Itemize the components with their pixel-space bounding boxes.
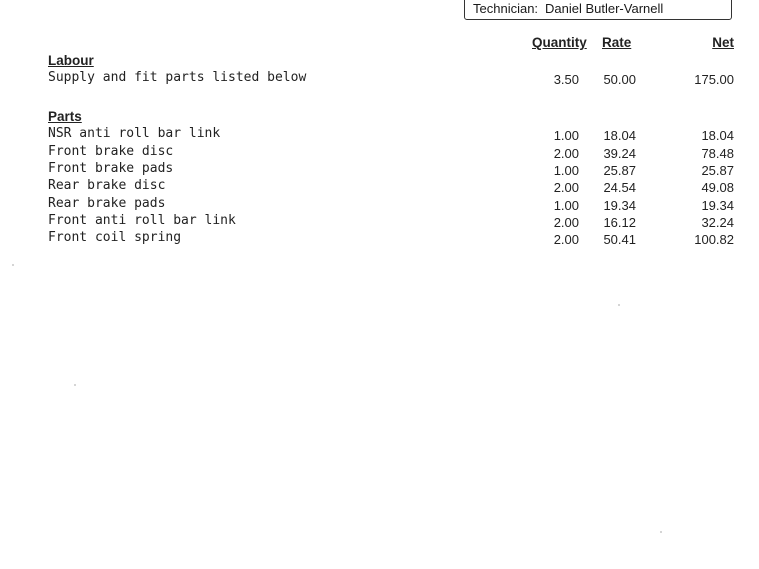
line-quantity: 2.00	[553, 232, 579, 247]
technician-name: Daniel Butler-Varnell	[545, 1, 664, 16]
line-quantity: 2.00	[553, 145, 579, 161]
line-description: Rear brake disc	[48, 178, 166, 193]
line-rate: 50.00	[603, 72, 636, 87]
scan-speck	[618, 304, 620, 306]
line-net: 100.82	[694, 232, 734, 247]
part-row	[0, 196, 759, 213]
line-rate: 50.41	[603, 232, 636, 247]
scan-speck	[74, 384, 76, 386]
line-quantity: 2.00	[553, 180, 579, 195]
line-quantity: 3.50	[553, 72, 579, 87]
part-row	[0, 213, 759, 230]
labour-section-title: Labour	[48, 53, 94, 68]
rate-column-header: Rate	[602, 35, 632, 50]
scan-speck	[660, 531, 662, 533]
part-row	[0, 230, 759, 247]
line-rate: 19.34	[603, 197, 636, 213]
part-row	[0, 144, 759, 161]
part-row	[0, 126, 759, 143]
labour-row	[0, 70, 759, 87]
line-rate: 39.24	[603, 145, 636, 161]
line-description: Front anti roll bar link	[48, 213, 236, 228]
line-net: 175.00	[694, 72, 734, 87]
line-quantity: 1.00	[553, 163, 579, 178]
line-rate: 18.04	[603, 128, 636, 143]
line-description: Front brake pads	[48, 161, 174, 176]
line-rate: 16.12	[603, 215, 636, 230]
net-column-header: Net	[712, 35, 734, 50]
part-row	[0, 161, 759, 178]
line-quantity: 2.00	[553, 215, 579, 230]
line-description: Rear brake pads	[48, 195, 166, 211]
line-description: Supply and fit parts listed below	[48, 70, 307, 85]
line-net: 18.04	[701, 128, 734, 143]
line-rate: 24.54	[603, 180, 636, 195]
line-quantity: 1.00	[553, 128, 579, 143]
line-net: 25.87	[701, 163, 734, 178]
line-rate: 25.87	[603, 163, 636, 178]
part-row	[0, 178, 759, 195]
line-description: Front coil spring	[48, 230, 182, 245]
quantity-column-header: Quantity	[532, 35, 587, 50]
line-net: 19.34	[701, 197, 734, 213]
technician-label: Technician:	[473, 1, 539, 16]
scan-speck	[12, 264, 14, 266]
line-net: 32.24	[701, 215, 734, 230]
line-quantity: 1.00	[553, 197, 579, 213]
line-net: 78.48	[701, 145, 734, 161]
line-description: Front brake disc	[48, 143, 174, 159]
line-description: NSR anti roll bar link	[48, 126, 221, 141]
parts-section-title: Parts	[48, 109, 82, 124]
line-net: 49.08	[701, 180, 734, 195]
technician-box	[464, 0, 732, 20]
